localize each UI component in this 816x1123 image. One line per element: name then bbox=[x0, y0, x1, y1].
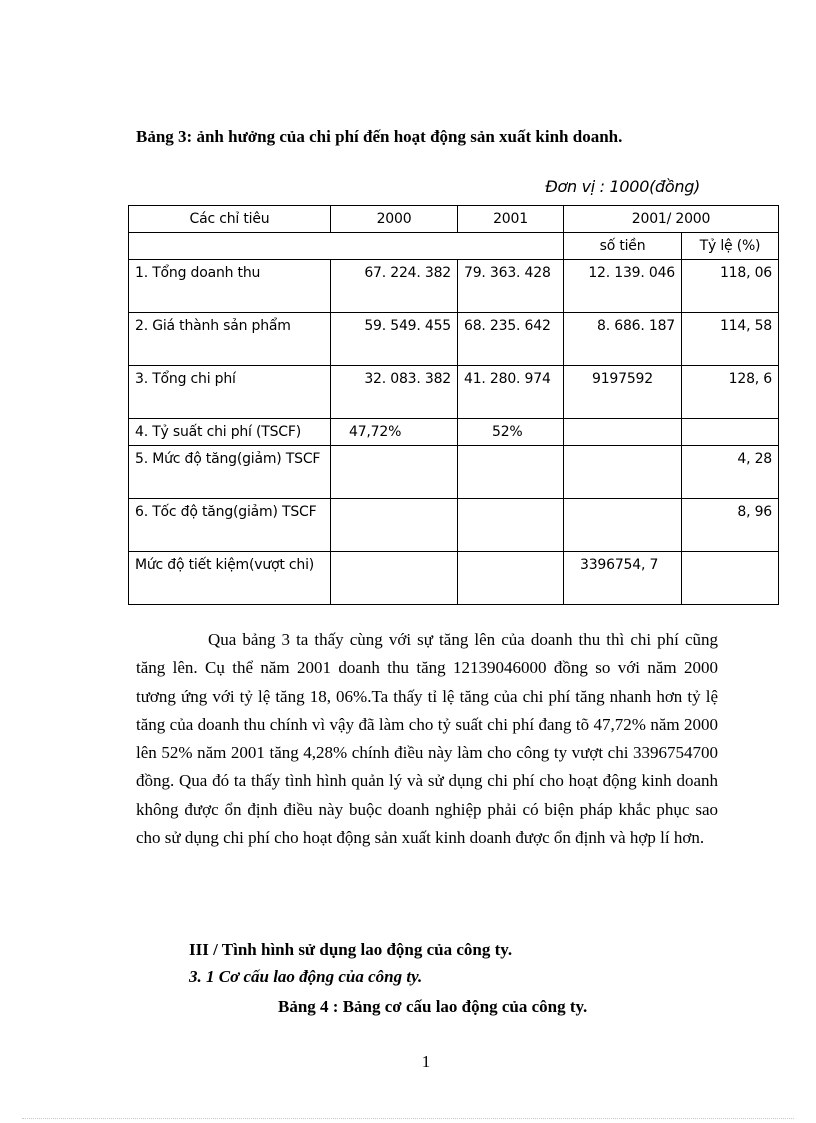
value-2000: 47,72% bbox=[331, 419, 458, 446]
row-label: 6. Tốc độ tăng(giảm) TSCF bbox=[129, 499, 331, 552]
value-2001 bbox=[458, 552, 564, 605]
table-header-row bbox=[129, 206, 779, 233]
subsection-heading: 3. 1 Cơ cấu lao động của công ty. bbox=[189, 967, 423, 986]
value-2000: 59. 549. 455 bbox=[331, 313, 458, 366]
table-row bbox=[129, 552, 779, 605]
table-row bbox=[129, 313, 779, 366]
value-ratio: 118, 06 bbox=[682, 260, 779, 313]
value-ratio: 8, 96 bbox=[682, 499, 779, 552]
value-2000: 32. 083. 382 bbox=[331, 366, 458, 419]
subheader-empty bbox=[129, 233, 564, 260]
value-2000: 67. 224. 382 bbox=[331, 260, 458, 313]
value-amount bbox=[564, 419, 682, 446]
table-row bbox=[129, 499, 779, 552]
cost-impact-table bbox=[128, 205, 779, 605]
value-2000 bbox=[331, 552, 458, 605]
value-2001: 41. 280. 974 bbox=[458, 366, 564, 419]
value-amount: 3396754, 7 bbox=[564, 552, 682, 605]
page-number: 1 bbox=[421, 1052, 431, 1071]
value-amount: 12. 139. 046 bbox=[564, 260, 682, 313]
value-2000 bbox=[331, 446, 458, 499]
table-row bbox=[129, 366, 779, 419]
value-amount: 9197592 bbox=[564, 366, 682, 419]
value-ratio: 114, 58 bbox=[682, 313, 779, 366]
header-2000: 2000 bbox=[331, 206, 458, 233]
value-2001: 79. 363. 428 bbox=[458, 260, 564, 313]
row-label: 3. Tổng chi phí bbox=[129, 366, 331, 419]
value-2001: 52% bbox=[458, 419, 564, 446]
row-label: 1. Tổng doanh thu bbox=[129, 260, 331, 313]
value-2001 bbox=[458, 499, 564, 552]
header-indicators: Các chỉ tiêu bbox=[129, 206, 331, 233]
value-ratio bbox=[682, 419, 779, 446]
value-2001 bbox=[458, 446, 564, 499]
header-ratio: Tỷ lệ (%) bbox=[682, 233, 779, 260]
table-row bbox=[129, 446, 779, 499]
row-label: 5. Mức độ tăng(giảm) TSCF bbox=[129, 446, 331, 499]
value-ratio bbox=[682, 552, 779, 605]
row-label: Mức độ tiết kiệm(vượt chi) bbox=[129, 552, 331, 605]
value-2000 bbox=[331, 499, 458, 552]
header-amount: số tiền bbox=[564, 233, 682, 260]
row-label: 2. Giá thành sản phẩm bbox=[129, 313, 331, 366]
table3-caption: Bảng 3: ảnh hưởng của chi phí đến hoạt động sản xuất kinh doanh. bbox=[136, 127, 623, 146]
value-ratio: 128, 6 bbox=[682, 366, 779, 419]
table-subheader-row bbox=[129, 233, 779, 260]
value-ratio: 4, 28 bbox=[682, 446, 779, 499]
page-footer-divider bbox=[22, 1118, 794, 1119]
value-2001: 68. 235. 642 bbox=[458, 313, 564, 366]
value-amount bbox=[564, 446, 682, 499]
table-row bbox=[129, 260, 779, 313]
header-2001: 2001 bbox=[458, 206, 564, 233]
value-amount: 8. 686. 187 bbox=[564, 313, 682, 366]
table4-caption: Bảng 4 : Bảng cơ cấu lao động của công ty. bbox=[278, 997, 588, 1016]
header-comparison: 2001/ 2000 bbox=[564, 206, 779, 233]
section-heading: III / Tình hình sử dụng lao động của công ty. bbox=[189, 940, 513, 959]
unit-label: Đơn vị : 1000(đồng) bbox=[545, 177, 700, 196]
row-label: 4. Tỷ suất chi phí (TSCF) bbox=[129, 419, 331, 446]
value-amount bbox=[564, 499, 682, 552]
analysis-paragraph: Qua bảng 3 ta thấy cùng với sự tăng lên của doanh thu thì chi phí cũng tăng lên. Cụ thể năm 2001 doanh thu tăng 12139046000 đồng so với năm 2000 tương ứng với tỷ lệ tăng 18, 06%.Ta thấy tỉ lệ tăng của chi phí tăng nhanh hơn tỷ lệ tăng của doanh thu chính vì vậy đã làm cho tỷ suất chi phí đang tõ 47,72% năm 2000 lên 52% năm 2001 tăng 4,28% chính điều này làm cho công ty vượt chi 3396754700 đồng. Qua đó ta thấy tình hình quản lý và sử dụng chi phí cho hoạt động kinh doanh không được ổn định điều này buộc doanh nghiệp phải có biện pháp khắc phục sao cho sử dụng chi phí cho hoạt động sản xuất kinh doanh được ổn định và hợp lí hơn. bbox=[136, 630, 718, 848]
table-row bbox=[129, 419, 779, 446]
